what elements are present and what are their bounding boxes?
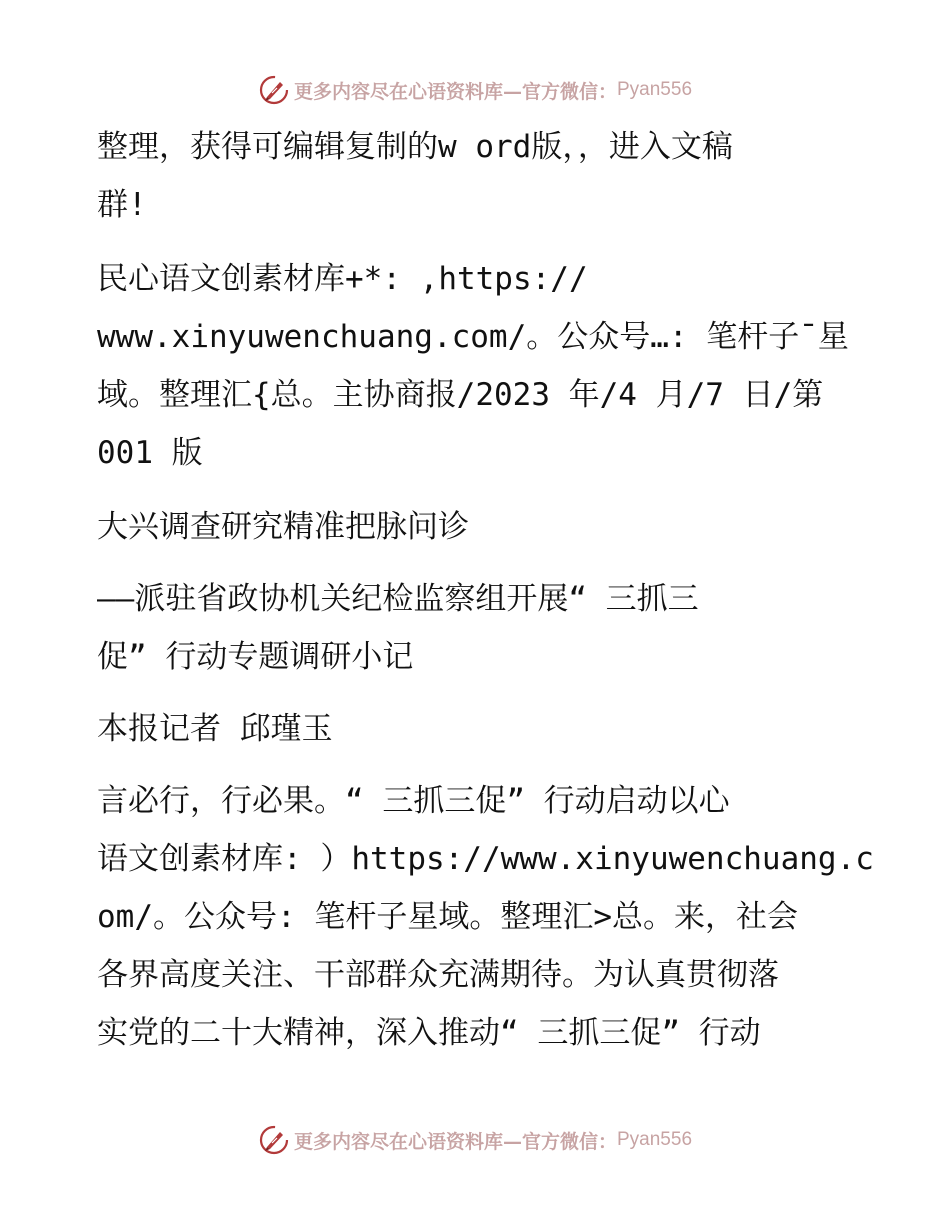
body-line-1: 言必行，行必果。“ 三抓三促” 行动启动以心 — [97, 783, 730, 819]
body-line-5: 实党的二十大精神，深入推动“ 三抓三促” 行动 — [97, 1015, 761, 1051]
banner-text: 更多内容尽在心语资料库—官方微信： — [293, 1130, 617, 1153]
body-line-3: om/。公众号: 笔杆子星域。整理汇>总。来，社会 — [97, 899, 798, 935]
source-line-1: 民心语文创素材库+*: ,https:// — [97, 261, 588, 297]
banner-wechat-id: Pyan556 — [617, 79, 693, 100]
quill-pen-logo-icon — [258, 74, 290, 106]
source-line-4: 001 版 — [97, 435, 203, 471]
article-title: 大兴调查研究精准把脉问诊 — [97, 509, 469, 545]
quill-pen-logo-icon — [258, 1124, 290, 1156]
body-line-2: 语文创素材库: ）https://www.xinyuwenchuang.c — [97, 841, 874, 877]
body-line-4: 各界高度关注、干部群众充满期待。为认真贯彻落 — [97, 957, 779, 993]
article-byline: 本报记者 邱瑾玉 — [97, 711, 333, 747]
banner-wechat-id: Pyan556 — [617, 1129, 693, 1150]
article-subtitle-line-1: ——派驻省政协机关纪检监察组开展“ 三抓三 — [97, 581, 699, 617]
source-line-3: 域。整理汇{总。主协商报/2023 年/4 月/7 日/第 — [97, 377, 824, 413]
intro-line-1: 整理，获得可编辑复制的w ord版，，进入文稿 — [97, 129, 733, 165]
source-line-2: www.xinyuwenchuang.com/。公众号…: 笔杆子¯星 — [97, 319, 849, 355]
footer-watermark-banner — [0, 1120, 950, 1160]
intro-line-2: 群! — [97, 187, 147, 223]
document-body — [97, 118, 874, 1062]
article-subtitle-line-2: 促” 行动专题调研小记 — [97, 639, 414, 675]
banner-text: 更多内容尽在心语资料库—官方微信： — [293, 80, 617, 103]
header-watermark-banner — [0, 70, 950, 110]
